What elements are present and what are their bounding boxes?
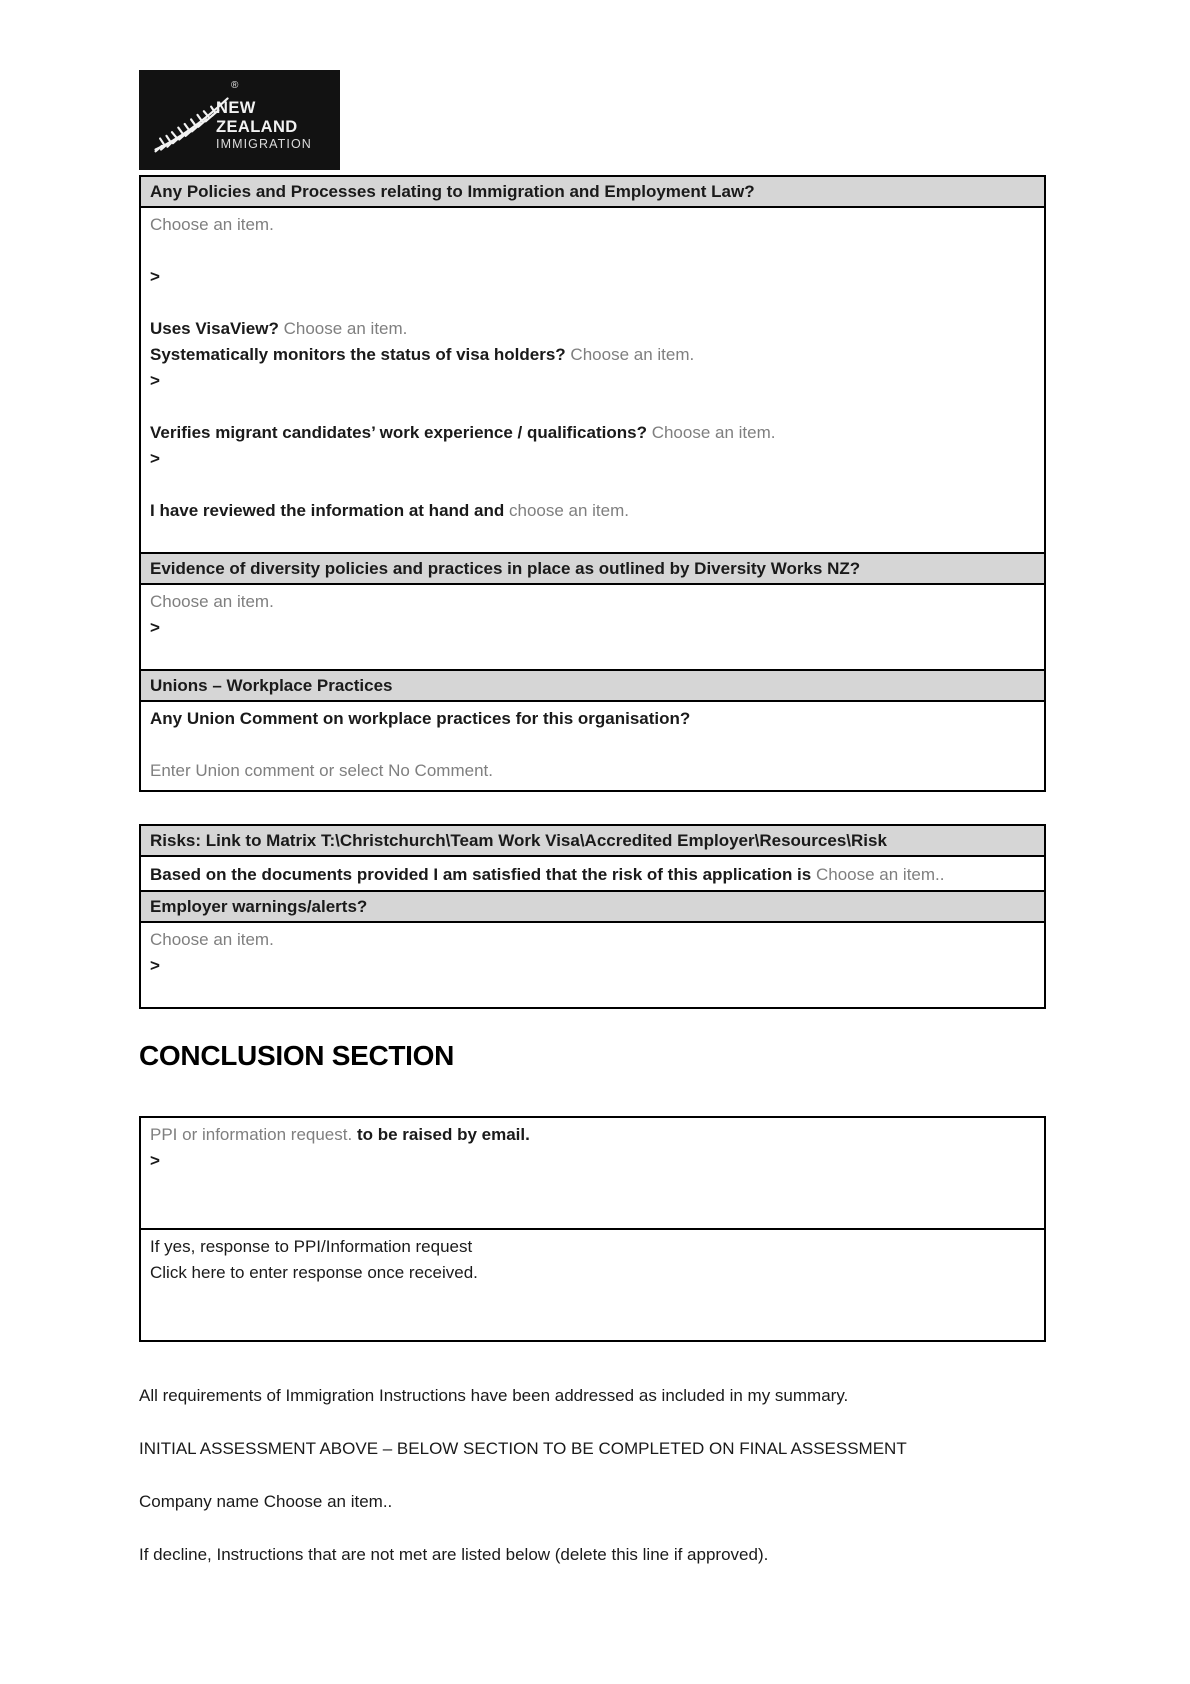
warnings-choose-dropdown[interactable]: Choose an item. bbox=[150, 930, 274, 949]
policies-choose-dropdown[interactable]: Choose an item. bbox=[150, 215, 274, 234]
ppi-response-field[interactable]: Click here to enter response once received. bbox=[150, 1263, 478, 1282]
logo-wordmark bbox=[216, 99, 340, 152]
company-name-line bbox=[139, 1489, 1190, 1515]
nz-immigration-logo bbox=[139, 70, 340, 170]
verify-dropdown[interactable]: Choose an item. bbox=[651, 423, 776, 442]
company-name-label: Company name bbox=[139, 1492, 260, 1511]
risk-statement: Based on the documents provided I am satisfied that the risk of this application is bbox=[150, 865, 812, 884]
visaview-dropdown[interactable]: Choose an item. bbox=[283, 319, 408, 338]
ppi-response-body bbox=[141, 1228, 1044, 1340]
verify-question: Verifies migrant candidates’ work experience / qualifications? bbox=[150, 423, 647, 442]
visaview-question: Uses VisaView? bbox=[150, 319, 279, 338]
blank-line bbox=[150, 1286, 1035, 1312]
entry-caret: > bbox=[150, 1151, 160, 1170]
unions-body bbox=[141, 702, 1044, 790]
policies-header: Any Policies and Processes relating to Immigration and Employment Law? bbox=[141, 177, 1044, 208]
warnings-header: Employer warnings/alerts? bbox=[141, 890, 1044, 923]
diversity-choose-dropdown[interactable]: Choose an item. bbox=[150, 592, 274, 611]
reviewed-statement: I have reviewed the information at hand and bbox=[150, 501, 505, 520]
risk-dropdown[interactable]: Choose an item.. bbox=[815, 865, 945, 884]
logo-line1: NEW ZEALAND bbox=[216, 99, 298, 136]
ppi-request-dropdown[interactable]: PPI or information request. bbox=[150, 1125, 353, 1144]
final-assessment-block bbox=[139, 1383, 1190, 1568]
reviewed-dropdown[interactable]: choose an item. bbox=[508, 501, 629, 520]
risks-body bbox=[141, 857, 1044, 890]
entry-caret: > bbox=[150, 618, 160, 637]
policies-table bbox=[139, 175, 1046, 792]
ppi-body bbox=[141, 1118, 1044, 1228]
company-name-dropdown[interactable]: Choose an item.. bbox=[263, 1492, 393, 1511]
unions-header: Unions – Workplace Practices bbox=[141, 669, 1044, 702]
risks-table bbox=[139, 824, 1046, 1009]
blank-line bbox=[150, 979, 1035, 1005]
warnings-body bbox=[141, 923, 1044, 1007]
blank-line bbox=[150, 641, 1035, 667]
ppi-response-label: If yes, response to PPI/Information request bbox=[150, 1237, 473, 1256]
ppi-request-text: to be raised by email. bbox=[356, 1125, 530, 1144]
monitor-dropdown[interactable]: Choose an item. bbox=[570, 345, 695, 364]
blank-line bbox=[150, 1200, 1035, 1226]
risks-header: Risks: Link to Matrix T:\Christchurch\Team Work Visa\Accredited Employer\Resources\Risk bbox=[141, 826, 1044, 857]
blank-line bbox=[150, 290, 1035, 316]
logo-line2: IMMIGRATION bbox=[216, 137, 312, 151]
entry-caret: > bbox=[150, 956, 160, 975]
diversity-body bbox=[141, 585, 1044, 669]
entry-caret: > bbox=[150, 267, 160, 286]
diversity-header: Evidence of diversity policies and practices in place as outlined by Diversity Works NZ? bbox=[141, 552, 1044, 585]
decline-instructions-line: If decline, Instructions that are not met are listed below (delete this line if approved). bbox=[139, 1545, 769, 1564]
monitor-question: Systematically monitors the status of visa holders? bbox=[150, 345, 566, 364]
policies-body bbox=[141, 208, 1044, 552]
requirements-summary: All requirements of Immigration Instructions have been addressed as included in my summary. bbox=[139, 1386, 849, 1405]
assessment-note: INITIAL ASSESSMENT ABOVE – BELOW SECTION TO BE COMPLETED ON FINAL ASSESSMENT bbox=[139, 1439, 907, 1458]
entry-caret: > bbox=[150, 371, 160, 390]
ppi-table bbox=[139, 1116, 1046, 1342]
registered-trademark: ® bbox=[231, 80, 239, 91]
conclusion-section-title: CONCLUSION SECTION bbox=[139, 1040, 455, 1071]
blank-line bbox=[150, 524, 1035, 550]
entry-caret: > bbox=[150, 449, 160, 468]
blank-line bbox=[150, 472, 1035, 498]
blank-line bbox=[150, 1312, 1035, 1338]
blank-line bbox=[150, 394, 1035, 420]
union-comment-field[interactable]: Enter Union comment or select No Comment. bbox=[150, 761, 493, 780]
union-comment-question: Any Union Comment on workplace practices for this organisation? bbox=[150, 709, 691, 728]
blank-line bbox=[150, 1174, 1035, 1200]
blank-line bbox=[150, 732, 1035, 758]
blank-line bbox=[150, 238, 1035, 264]
